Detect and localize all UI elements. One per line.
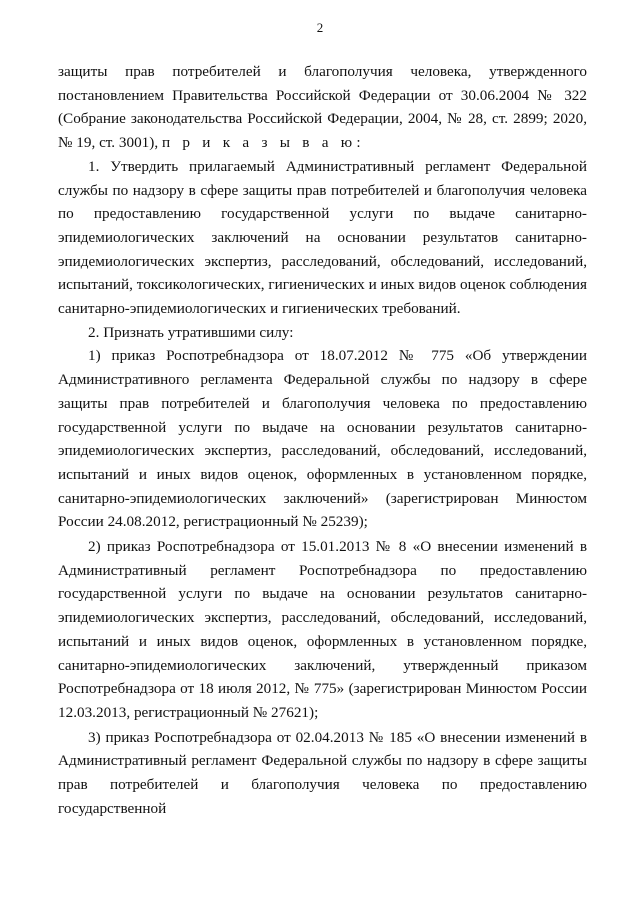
page-number: 2: [316, 20, 324, 35]
paragraph-item-1: 1. Утвердить прилагаемый Административный регламент Федеральной службы по надзору в сфере защиты прав потребителей и благополучия человека по предоставлению государственной услуги по выдаче санитарно-эпидемиологических заключений на основании результатов санитарно-эпидемиологических экспертиз, расследований, обследований, исследований, испытаний, токсикологических, гигиенических и иных видов оценок соблюдения санитарно-эпидемиологических и гигиенических требований.: [58, 157, 587, 318]
order-keyword: п р и к а з ы в а ю:: [161, 134, 365, 152]
paragraph-item-2: 2. Признать утратившими силу:: [88, 323, 294, 341]
document-body: [58, 60, 587, 821]
paragraph-subitem-1: 1) приказ Роспотребнадзора от 18.07.2012 № 775 «Об утверждении Административного регламента Федеральной службы по надзору в сфере защиты прав потребителей и благополучия человека по предоставлению государственной услуги по выдаче на основании результатов санитарно-эпидемиологических экспертиз, расследований, обследований, исследований, испытаний и иных видов оценок, оформленных в установленном порядке, санитарно-эпидемиологических заключений» (зарегистрирован Минюстом России 24.08.2012, регистрационный № 25239);: [58, 347, 587, 531]
paragraph-subitem-3: 3) приказ Роспотребнадзора от 02.04.2013 № 185 «О внесении изменений в Административный регламент Федеральной службы по надзору в сфере защиты прав потребителей и благополучия человека по предоставлению государственной: [58, 728, 587, 817]
paragraph-preamble: [58, 60, 587, 155]
preamble-text: защиты прав потребителей и благополучия человека, утвержденного постановлением Правительства Российской Федерации от 30.06.2004 № 322 (Собрание законодательства Российской Федерации, 2004, № 28, ст. 2899; 2020, № 19, ст. 3001),: [58, 63, 587, 152]
paragraph-subitem-2: 2) приказ Роспотребнадзора от 15.01.2013 № 8 «О внесении изменений в Административный регламент Роспотребнадзора по предоставлению государственной услуги по выдаче на основании результатов санитарно-эпидемиологических экспертиз, расследований, обследований, исследований, испытаний и иных видов оценок, оформленных в установленном порядке, санитарно-эпидемиологических заключений, утвержденный приказом Роспотребнадзора от 18 июля 2012, № 775» (зарегистрирован Минюстом России 12.03.2013, регистрационный № 27621);: [58, 538, 587, 721]
